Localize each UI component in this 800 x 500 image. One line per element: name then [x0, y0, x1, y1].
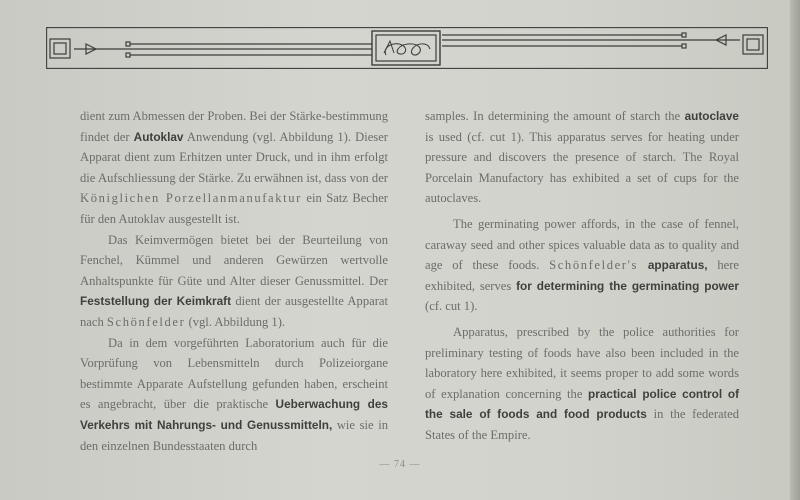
text-run: dient zum Abmessen der Proben. Bei der Stärke-bestimmung findet der [80, 109, 388, 144]
bold-term: for determining the germinating power [516, 278, 739, 293]
text-run: dient der ausgestellte Apparat nach [80, 294, 388, 329]
paragraph [425, 322, 739, 446]
text-run: Da in dem vorgeführten Laboratorium auch für die Vorprüfung von Lebensmitteln durch Polizeiorgane bestimmte Apparate Aufstellung gefunden haben, erscheint es angebracht, über die praktische [80, 335, 388, 412]
bold-term: practical police control of the sale of foods and food products [425, 386, 740, 422]
paragraph [80, 333, 388, 457]
bold-term: Autoklav [133, 129, 184, 144]
text-run: in the federated States of the Empire. [425, 407, 739, 442]
text-run: Anwendung (vgl. Abbildung 1). Dieser Apparat dient zum Erhitzen unter Druck, und in ihm erfolgt die Aufschliessung der Stärke. Zu erwähnen ist, dass von der [80, 129, 388, 185]
bold-term: apparatus, [637, 258, 708, 273]
text-run: wie sie in den einzelnen Bundesstaaten durch [80, 417, 388, 453]
german-text-column [80, 106, 388, 456]
text-run: The germinating power affords, in the case of fennel, caraway seed and other spices valuable data as to quality and age of these foods. [425, 216, 739, 273]
paragraph [80, 106, 388, 230]
paragraph [80, 230, 388, 333]
text-run: Apparatus, prescribed by the police authorities for preliminary testing of foods have also been included in the laboratory here exhibited, it seems proper to add some words of explanation concerning the [425, 324, 739, 401]
spaced-term: Königlichen Porzellanmanufaktur [80, 191, 302, 206]
text-run: ein Satz Becher für den Autoklav ausgestellt ist. [80, 191, 388, 226]
text-run: here exhibited, serves [425, 258, 739, 293]
paragraph [425, 106, 739, 209]
text-run: samples. In determining the amount of starch the [425, 109, 685, 123]
english-text-column [425, 106, 739, 446]
text-run: (vgl. Abbildung 1). [185, 314, 286, 329]
header-ornament [46, 27, 768, 69]
bold-term: Ueberwachung des Verkehrs mit Nahrungs- und Genussmitteln, [80, 397, 388, 432]
spaced-term: Schönfelder's [549, 258, 638, 273]
page-edge-shadow [790, 0, 800, 500]
paragraph [425, 214, 739, 317]
page-number: — 74 — [379, 459, 421, 470]
text-run: (cf. cut 1). [425, 299, 478, 314]
spaced-term: Schönfelder [106, 314, 186, 329]
text-run: Das Keimvermögen bietet bei der Beurteilung von Fenchel, Kümmel und anderen Gewürzen wertvolle Anhaltspunkte für Güte und Alter dieser Genussmittel. Der [80, 232, 388, 288]
bold-term: Feststellung der Keimkraft [80, 294, 232, 309]
text-run: is used (cf. cut 1). This apparatus serves for heating under pressure and discovers the presence of starch. The Royal Porcelain Manufactory has exhibited a set of cups for the autoclaves. [425, 129, 739, 206]
bold-term: autoclave [684, 109, 739, 123]
